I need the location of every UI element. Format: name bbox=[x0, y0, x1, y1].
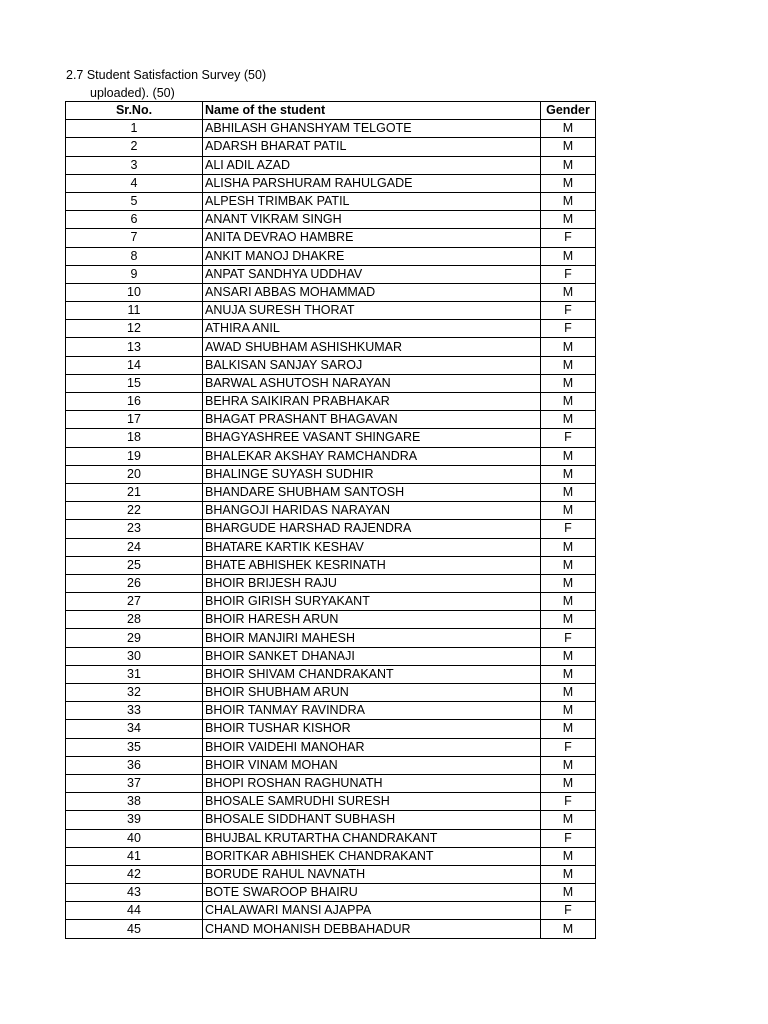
cell-gender: M bbox=[541, 847, 596, 865]
cell-student-name: BORUDE RAHUL NAVNATH bbox=[203, 865, 541, 883]
cell-sr-no: 37 bbox=[66, 774, 203, 792]
cell-gender: M bbox=[541, 811, 596, 829]
table-row bbox=[66, 593, 596, 611]
cell-student-name: BHANGOJI HARIDAS NARAYAN bbox=[203, 502, 541, 520]
cell-sr-no: 7 bbox=[66, 229, 203, 247]
cell-student-name: BHOIR SHUBHAM ARUN bbox=[203, 684, 541, 702]
table-row bbox=[66, 502, 596, 520]
cell-student-name: ANKIT MANOJ DHAKRE bbox=[203, 247, 541, 265]
cell-gender: M bbox=[541, 211, 596, 229]
cell-student-name: ALPESH TRIMBAK PATIL bbox=[203, 192, 541, 210]
survey-heading-line1: 2.7 Student Satisfaction Survey (50) bbox=[66, 68, 267, 82]
cell-gender: M bbox=[541, 593, 596, 611]
cell-sr-no: 24 bbox=[66, 538, 203, 556]
cell-sr-no: 42 bbox=[66, 865, 203, 883]
table-row bbox=[66, 647, 596, 665]
table-row bbox=[66, 665, 596, 683]
cell-student-name: BHOIR SANKET DHANAJI bbox=[203, 647, 541, 665]
column-header-sr-no: Sr.No. bbox=[66, 102, 203, 120]
cell-gender: M bbox=[541, 611, 596, 629]
cell-sr-no: 17 bbox=[66, 411, 203, 429]
cell-student-name: BALKISAN SANJAY SAROJ bbox=[203, 356, 541, 374]
cell-sr-no: 22 bbox=[66, 502, 203, 520]
cell-sr-no: 13 bbox=[66, 338, 203, 356]
cell-gender: M bbox=[541, 283, 596, 301]
cell-student-name: AWAD SHUBHAM ASHISHKUMAR bbox=[203, 338, 541, 356]
table-row bbox=[66, 756, 596, 774]
cell-gender: F bbox=[541, 829, 596, 847]
cell-sr-no: 44 bbox=[66, 902, 203, 920]
cell-sr-no: 19 bbox=[66, 447, 203, 465]
table-row bbox=[66, 793, 596, 811]
cell-student-name: ALI ADIL AZAD bbox=[203, 156, 541, 174]
survey-heading bbox=[66, 66, 266, 102]
cell-sr-no: 29 bbox=[66, 629, 203, 647]
cell-student-name: BHOIR MANJIRI MAHESH bbox=[203, 629, 541, 647]
table-row bbox=[66, 520, 596, 538]
cell-gender: M bbox=[541, 502, 596, 520]
cell-gender: M bbox=[541, 538, 596, 556]
cell-student-name: ANSARI ABBAS MOHAMMAD bbox=[203, 283, 541, 301]
cell-student-name: BHOIR HARESH ARUN bbox=[203, 611, 541, 629]
cell-student-name: BEHRA SAIKIRAN PRABHAKAR bbox=[203, 393, 541, 411]
cell-sr-no: 38 bbox=[66, 793, 203, 811]
cell-sr-no: 31 bbox=[66, 665, 203, 683]
cell-gender: M bbox=[541, 393, 596, 411]
table-row bbox=[66, 265, 596, 283]
cell-gender: M bbox=[541, 156, 596, 174]
cell-gender: F bbox=[541, 302, 596, 320]
cell-gender: M bbox=[541, 174, 596, 192]
cell-sr-no: 33 bbox=[66, 702, 203, 720]
cell-gender: F bbox=[541, 320, 596, 338]
cell-student-name: CHAND MOHANISH DEBBAHADUR bbox=[203, 920, 541, 938]
cell-student-name: BHATE ABHISHEK KESRINATH bbox=[203, 556, 541, 574]
table-row bbox=[66, 702, 596, 720]
table-row bbox=[66, 720, 596, 738]
table-row bbox=[66, 338, 596, 356]
cell-sr-no: 45 bbox=[66, 920, 203, 938]
cell-student-name: BHUJBAL KRUTARTHA CHANDRAKANT bbox=[203, 829, 541, 847]
cell-student-name: BHOPI ROSHAN RAGHUNATH bbox=[203, 774, 541, 792]
cell-gender: M bbox=[541, 338, 596, 356]
cell-gender: M bbox=[541, 884, 596, 902]
cell-student-name: BHOIR BRIJESH RAJU bbox=[203, 574, 541, 592]
table-row bbox=[66, 229, 596, 247]
table-row bbox=[66, 447, 596, 465]
cell-sr-no: 21 bbox=[66, 483, 203, 501]
table-row bbox=[66, 283, 596, 301]
cell-student-name: ANPAT SANDHYA UDDHAV bbox=[203, 265, 541, 283]
table-row bbox=[66, 429, 596, 447]
cell-sr-no: 12 bbox=[66, 320, 203, 338]
cell-student-name: BHOIR TUSHAR KISHOR bbox=[203, 720, 541, 738]
cell-gender: M bbox=[541, 356, 596, 374]
cell-sr-no: 3 bbox=[66, 156, 203, 174]
cell-sr-no: 5 bbox=[66, 192, 203, 210]
cell-sr-no: 6 bbox=[66, 211, 203, 229]
cell-student-name: BHOIR TANMAY RAVINDRA bbox=[203, 702, 541, 720]
cell-student-name: ABHILASH GHANSHYAM TELGOTE bbox=[203, 120, 541, 138]
table-row bbox=[66, 902, 596, 920]
cell-student-name: BHALINGE SUYASH SUDHIR bbox=[203, 465, 541, 483]
cell-student-name: BHOIR SHIVAM CHANDRAKANT bbox=[203, 665, 541, 683]
table-row bbox=[66, 574, 596, 592]
cell-gender: M bbox=[541, 447, 596, 465]
cell-student-name: BHOSALE SIDDHANT SUBHASH bbox=[203, 811, 541, 829]
cell-gender: F bbox=[541, 738, 596, 756]
survey-heading-line2: uploaded). (50) bbox=[90, 86, 175, 100]
cell-student-name: ATHIRA ANIL bbox=[203, 320, 541, 338]
cell-student-name: ANANT VIKRAM SINGH bbox=[203, 211, 541, 229]
cell-sr-no: 11 bbox=[66, 302, 203, 320]
cell-gender: M bbox=[541, 665, 596, 683]
column-header-name: Name of the student bbox=[203, 102, 541, 120]
cell-sr-no: 36 bbox=[66, 756, 203, 774]
cell-student-name: BHATARE KARTIK KESHAV bbox=[203, 538, 541, 556]
cell-sr-no: 32 bbox=[66, 684, 203, 702]
cell-student-name: ADARSH BHARAT PATIL bbox=[203, 138, 541, 156]
cell-gender: M bbox=[541, 483, 596, 501]
cell-gender: M bbox=[541, 774, 596, 792]
cell-gender: M bbox=[541, 556, 596, 574]
cell-student-name: BARWAL ASHUTOSH NARAYAN bbox=[203, 374, 541, 392]
student-table bbox=[65, 101, 596, 939]
cell-sr-no: 27 bbox=[66, 593, 203, 611]
cell-sr-no: 9 bbox=[66, 265, 203, 283]
cell-gender: F bbox=[541, 520, 596, 538]
cell-gender: M bbox=[541, 865, 596, 883]
table-row bbox=[66, 247, 596, 265]
cell-student-name: ANITA DEVRAO HAMBRE bbox=[203, 229, 541, 247]
cell-gender: M bbox=[541, 374, 596, 392]
table-row bbox=[66, 738, 596, 756]
cell-sr-no: 26 bbox=[66, 574, 203, 592]
cell-sr-no: 30 bbox=[66, 647, 203, 665]
cell-student-name: BORITKAR ABHISHEK CHANDRAKANT bbox=[203, 847, 541, 865]
cell-gender: F bbox=[541, 629, 596, 647]
cell-student-name: BOTE SWAROOP BHAIRU bbox=[203, 884, 541, 902]
cell-sr-no: 23 bbox=[66, 520, 203, 538]
cell-student-name: BHAGYASHREE VASANT SHINGARE bbox=[203, 429, 541, 447]
cell-sr-no: 34 bbox=[66, 720, 203, 738]
table-body bbox=[66, 120, 596, 938]
table-row bbox=[66, 774, 596, 792]
table-row bbox=[66, 120, 596, 138]
table-row bbox=[66, 847, 596, 865]
table-row bbox=[66, 829, 596, 847]
table-row bbox=[66, 174, 596, 192]
cell-student-name: BHARGUDE HARSHAD RAJENDRA bbox=[203, 520, 541, 538]
table-row bbox=[66, 920, 596, 938]
cell-student-name: BHANDARE SHUBHAM SANTOSH bbox=[203, 483, 541, 501]
cell-sr-no: 16 bbox=[66, 393, 203, 411]
cell-sr-no: 20 bbox=[66, 465, 203, 483]
column-header-gender: Gender bbox=[541, 102, 596, 120]
cell-gender: M bbox=[541, 702, 596, 720]
cell-sr-no: 1 bbox=[66, 120, 203, 138]
cell-sr-no: 40 bbox=[66, 829, 203, 847]
cell-gender: F bbox=[541, 229, 596, 247]
cell-gender: F bbox=[541, 902, 596, 920]
cell-student-name: ALISHA PARSHURAM RAHULGADE bbox=[203, 174, 541, 192]
table-row bbox=[66, 393, 596, 411]
cell-student-name: BHOIR VAIDEHI MANOHAR bbox=[203, 738, 541, 756]
table-row bbox=[66, 192, 596, 210]
cell-gender: M bbox=[541, 647, 596, 665]
table-row bbox=[66, 865, 596, 883]
table-row bbox=[66, 611, 596, 629]
cell-sr-no: 18 bbox=[66, 429, 203, 447]
table-row bbox=[66, 465, 596, 483]
cell-gender: M bbox=[541, 465, 596, 483]
table-row bbox=[66, 684, 596, 702]
table-row bbox=[66, 302, 596, 320]
cell-gender: M bbox=[541, 684, 596, 702]
cell-gender: M bbox=[541, 411, 596, 429]
cell-sr-no: 25 bbox=[66, 556, 203, 574]
table-row bbox=[66, 556, 596, 574]
cell-sr-no: 41 bbox=[66, 847, 203, 865]
cell-student-name: BHOIR VINAM MOHAN bbox=[203, 756, 541, 774]
table-row bbox=[66, 483, 596, 501]
cell-gender: F bbox=[541, 265, 596, 283]
cell-sr-no: 15 bbox=[66, 374, 203, 392]
cell-gender: M bbox=[541, 247, 596, 265]
cell-sr-no: 43 bbox=[66, 884, 203, 902]
cell-student-name: BHOSALE SAMRUDHI SURESH bbox=[203, 793, 541, 811]
cell-gender: F bbox=[541, 793, 596, 811]
cell-sr-no: 4 bbox=[66, 174, 203, 192]
cell-student-name: ANUJA SURESH THORAT bbox=[203, 302, 541, 320]
cell-gender: M bbox=[541, 120, 596, 138]
table-row bbox=[66, 211, 596, 229]
cell-gender: M bbox=[541, 720, 596, 738]
cell-sr-no: 8 bbox=[66, 247, 203, 265]
cell-sr-no: 14 bbox=[66, 356, 203, 374]
cell-gender: M bbox=[541, 756, 596, 774]
cell-gender: M bbox=[541, 574, 596, 592]
table-row bbox=[66, 356, 596, 374]
cell-sr-no: 2 bbox=[66, 138, 203, 156]
table-row bbox=[66, 374, 596, 392]
cell-student-name: BHAGAT PRASHANT BHAGAVAN bbox=[203, 411, 541, 429]
table-row bbox=[66, 538, 596, 556]
table-row bbox=[66, 138, 596, 156]
table-header-row bbox=[66, 102, 596, 120]
cell-sr-no: 10 bbox=[66, 283, 203, 301]
table-row bbox=[66, 629, 596, 647]
cell-gender: M bbox=[541, 138, 596, 156]
table-row bbox=[66, 320, 596, 338]
table-row bbox=[66, 411, 596, 429]
cell-gender: M bbox=[541, 920, 596, 938]
table-row bbox=[66, 811, 596, 829]
cell-student-name: BHALEKAR AKSHAY RAMCHANDRA bbox=[203, 447, 541, 465]
table-row bbox=[66, 156, 596, 174]
cell-sr-no: 39 bbox=[66, 811, 203, 829]
cell-gender: M bbox=[541, 192, 596, 210]
cell-student-name: CHALAWARI MANSI AJAPPA bbox=[203, 902, 541, 920]
table-row bbox=[66, 884, 596, 902]
cell-sr-no: 28 bbox=[66, 611, 203, 629]
cell-student-name: BHOIR GIRISH SURYAKANT bbox=[203, 593, 541, 611]
cell-sr-no: 35 bbox=[66, 738, 203, 756]
cell-gender: F bbox=[541, 429, 596, 447]
